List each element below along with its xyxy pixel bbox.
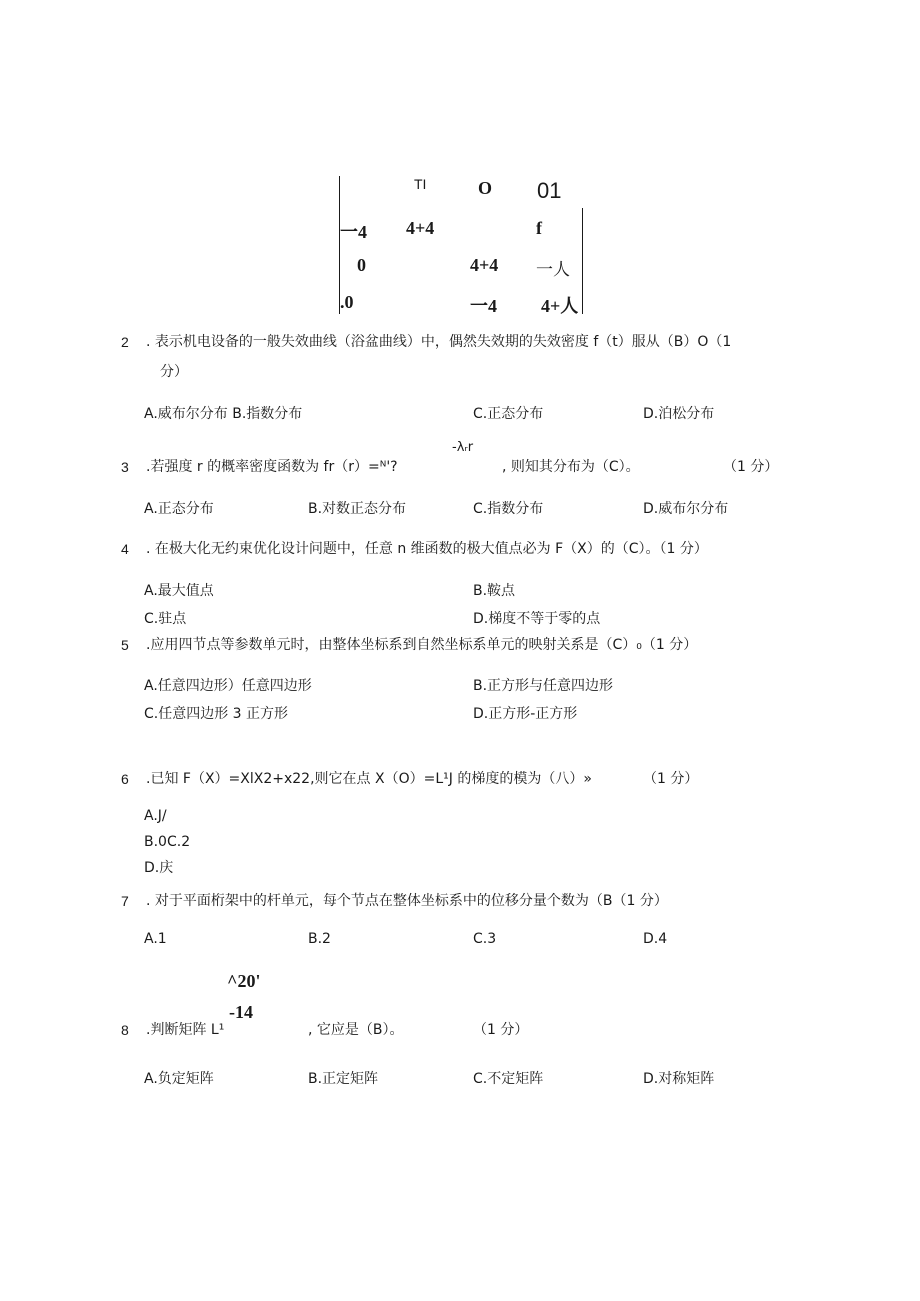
- option-d: D.对称矩阵: [643, 1071, 715, 1087]
- question-text-cont: 分）: [160, 364, 188, 380]
- option-b: B.2: [308, 931, 331, 947]
- matrix-cell: 0: [357, 255, 366, 275]
- option-b: B.对数正态分布: [308, 501, 407, 517]
- question-number: 4: [121, 541, 129, 557]
- question-score: （1 分）: [723, 459, 779, 475]
- question-text: .判断矩阵 L¹: [146, 1022, 225, 1038]
- question-score: （1 分）: [643, 771, 699, 787]
- question-number: 5: [121, 637, 129, 653]
- question-number: 3: [121, 459, 129, 475]
- option-d: D.威布尔分布: [643, 501, 729, 517]
- question-text-cont: , 则知其分布为（C）。: [502, 459, 640, 475]
- option-c: C.驻点: [144, 611, 187, 627]
- matrix-cell: 4+人: [541, 296, 579, 316]
- matrix-cell: 01: [537, 178, 562, 203]
- question-number: 7: [121, 893, 129, 909]
- option-d: D.泊松分布: [643, 406, 715, 422]
- question-text: . 在极大化无约束优化设计问题中，任意 n 维函数的极大值点必为 F（X）的（C）。（1 分）: [146, 541, 708, 557]
- matrix-cell: TI: [414, 176, 427, 192]
- option-c: C.正态分布: [473, 406, 544, 422]
- matrix-row-2: -14: [229, 1002, 253, 1022]
- option-d: D.4: [643, 931, 668, 947]
- question-text: . 对于平面桁架中的杆单元，每个节点在整体坐标系中的位移分量个数为（B（1 分）: [146, 893, 668, 909]
- option-a: A.负定矩阵: [144, 1071, 214, 1087]
- matrix-cell: 一4: [340, 222, 367, 242]
- formula-exponent: -λᵣr: [452, 440, 474, 455]
- question-number: 8: [121, 1022, 129, 1038]
- matrix-row-1: ^20': [227, 971, 261, 991]
- matrix-cell: 4+4: [406, 218, 435, 238]
- option-ab: A.威布尔分布 B.指数分布: [144, 406, 303, 422]
- matrix-right-bar: [582, 208, 583, 314]
- option-a: A.任意四边形）任意四边形: [144, 678, 312, 694]
- option-c: C.3: [473, 931, 497, 947]
- matrix-cell: 4+4: [470, 255, 499, 275]
- option-b: B.鞍点: [473, 583, 516, 599]
- option-d: D.正方形-正方形: [473, 706, 578, 722]
- question-text-cont: , 它应是（B）。: [308, 1022, 404, 1038]
- option-d: D.庆: [144, 860, 174, 876]
- question-text: .应用四节点等参数单元时，由整体坐标系到自然坐标系单元的映射关系是（C）₀（1 分）: [146, 637, 698, 653]
- option-a: A.1: [144, 931, 167, 947]
- question-number: 2: [121, 334, 129, 350]
- option-a: A.J/: [144, 808, 167, 824]
- question-text: .若强度 r 的概率密度函数为 fr（r）=ᴺ'?: [146, 459, 398, 475]
- matrix-cell: 一人: [536, 260, 570, 280]
- option-c: C.不定矩阵: [473, 1071, 544, 1087]
- option-c: C.指数分布: [473, 501, 544, 517]
- option-d: D.梯度不等于零的点: [473, 611, 601, 627]
- matrix-cell: .0: [340, 292, 354, 312]
- option-a: A.最大值点: [144, 583, 214, 599]
- question-number: 6: [121, 771, 129, 787]
- option-b: B.正方形与任意四边形: [473, 678, 614, 694]
- matrix-cell: f: [536, 218, 542, 238]
- option-bc: B.0C.2: [144, 834, 191, 850]
- question-score: （1 分）: [473, 1022, 529, 1038]
- matrix-cell: O: [478, 178, 493, 198]
- option-a: A.正态分布: [144, 501, 214, 517]
- question-text: . 表示机电设备的一般失效曲线（浴盆曲线）中，偶然失效期的失效密度 f（t）服从（B）O（1: [146, 334, 732, 350]
- option-c: C.任意四边形 3 正方形: [144, 706, 289, 722]
- question-text: .已知 F（X）=XlX2+x22,则它在点 X（O）=L¹J 的梯度的模为（八）»: [146, 771, 592, 787]
- matrix-cell: 一4: [470, 296, 497, 316]
- option-b: B.正定矩阵: [308, 1071, 379, 1087]
